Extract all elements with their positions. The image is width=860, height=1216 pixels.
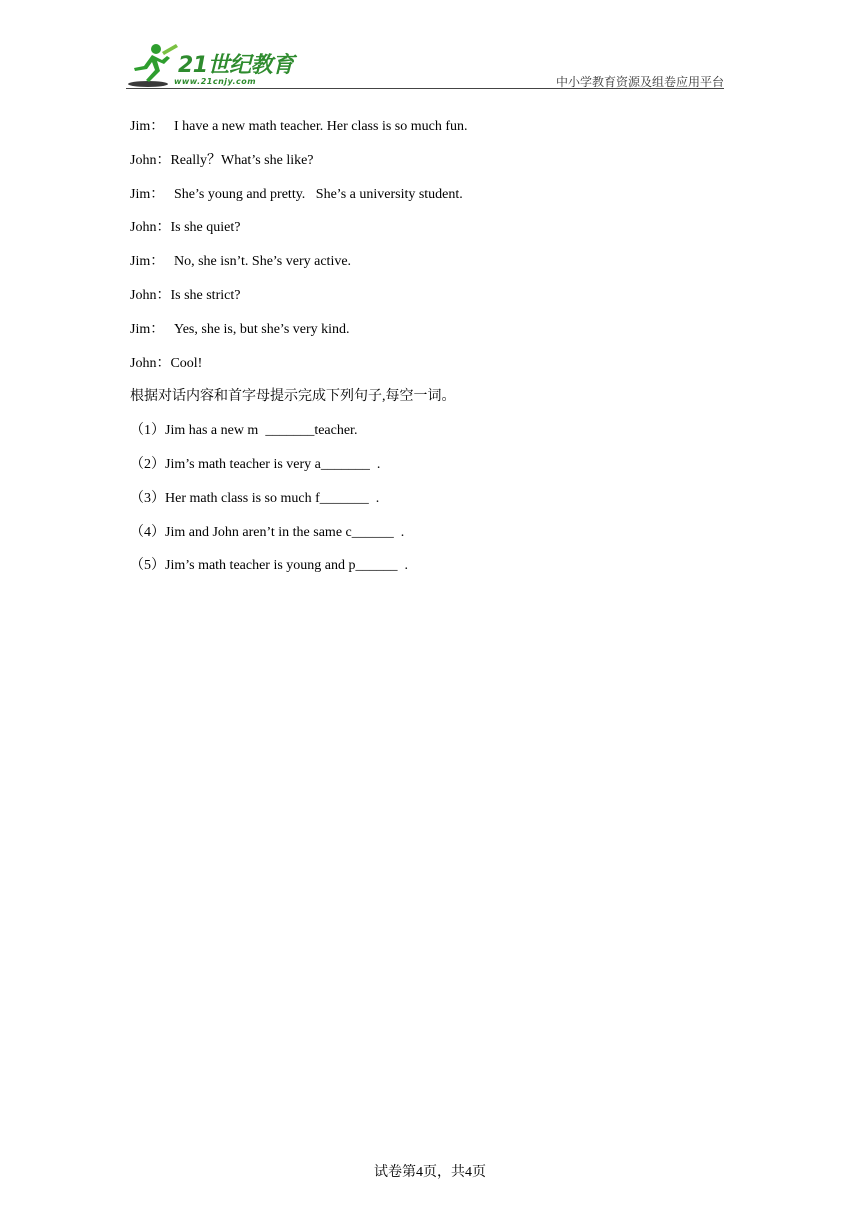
dialogue-text: Yes, she is, but she’s very kind.: [174, 321, 350, 337]
question-item: （4）Jim and John aren’t in the same c______ .: [130, 524, 405, 540]
question-item: （5）Jim’s math teacher is young and p______ .: [130, 558, 409, 574]
dialogue-line: [130, 321, 730, 355]
header-divider: [126, 88, 724, 89]
dialogue-line: [130, 118, 730, 152]
dialogue-text: Really？What’s she like?: [170, 152, 314, 168]
document-body: [130, 118, 730, 591]
page-header: [126, 40, 724, 90]
page-footer: 试卷第4页，共4页: [374, 1165, 486, 1180]
speaker-label: John：: [130, 152, 171, 168]
speaker-label: John：: [130, 220, 171, 236]
dialogue-line: [130, 253, 730, 287]
speaker-label: John：: [130, 355, 171, 371]
instruction-text: 根据对话内容和首字母提示完成下列句子,每空一词。: [130, 389, 456, 405]
speaker-label: Jim：: [130, 186, 165, 202]
speaker-label: Jim：: [130, 254, 165, 270]
dialogue-text: Is she quiet?: [170, 220, 241, 236]
dialogue-line: [130, 186, 730, 220]
dialogue-line: [130, 287, 730, 321]
speaker-label: Jim：: [130, 321, 165, 337]
dialogue-text: I have a new math teacher. Her class is so much fun.: [174, 119, 468, 134]
speaker-label: Jim：: [130, 119, 165, 134]
speaker-label: John：: [130, 287, 171, 303]
dialogue-text: Cool!: [170, 355, 203, 371]
dialogue-line: [130, 355, 730, 389]
question-item: （3）Her math class is so much f_______ .: [130, 490, 380, 506]
logo-url: www.21cnjy.com: [174, 77, 257, 86]
question-item: （2）Jim’s math teacher is very a_______ .: [130, 456, 381, 472]
logo: [126, 40, 296, 90]
logo-text: 21世纪教育: [178, 53, 294, 78]
question-item: （1）Jim has a new m _______teacher.: [130, 423, 358, 439]
dialogue-text: Is she strict?: [170, 287, 241, 303]
dialogue-text: She’s young and pretty. She’s a university student.: [174, 186, 463, 202]
dialogue-text: No, she isn’t. She’s very active.: [174, 254, 352, 270]
dialogue-line: [130, 152, 730, 186]
dialogue-line: [130, 219, 730, 253]
platform-name: 中小学教育资源及组卷应用平台: [555, 75, 724, 89]
